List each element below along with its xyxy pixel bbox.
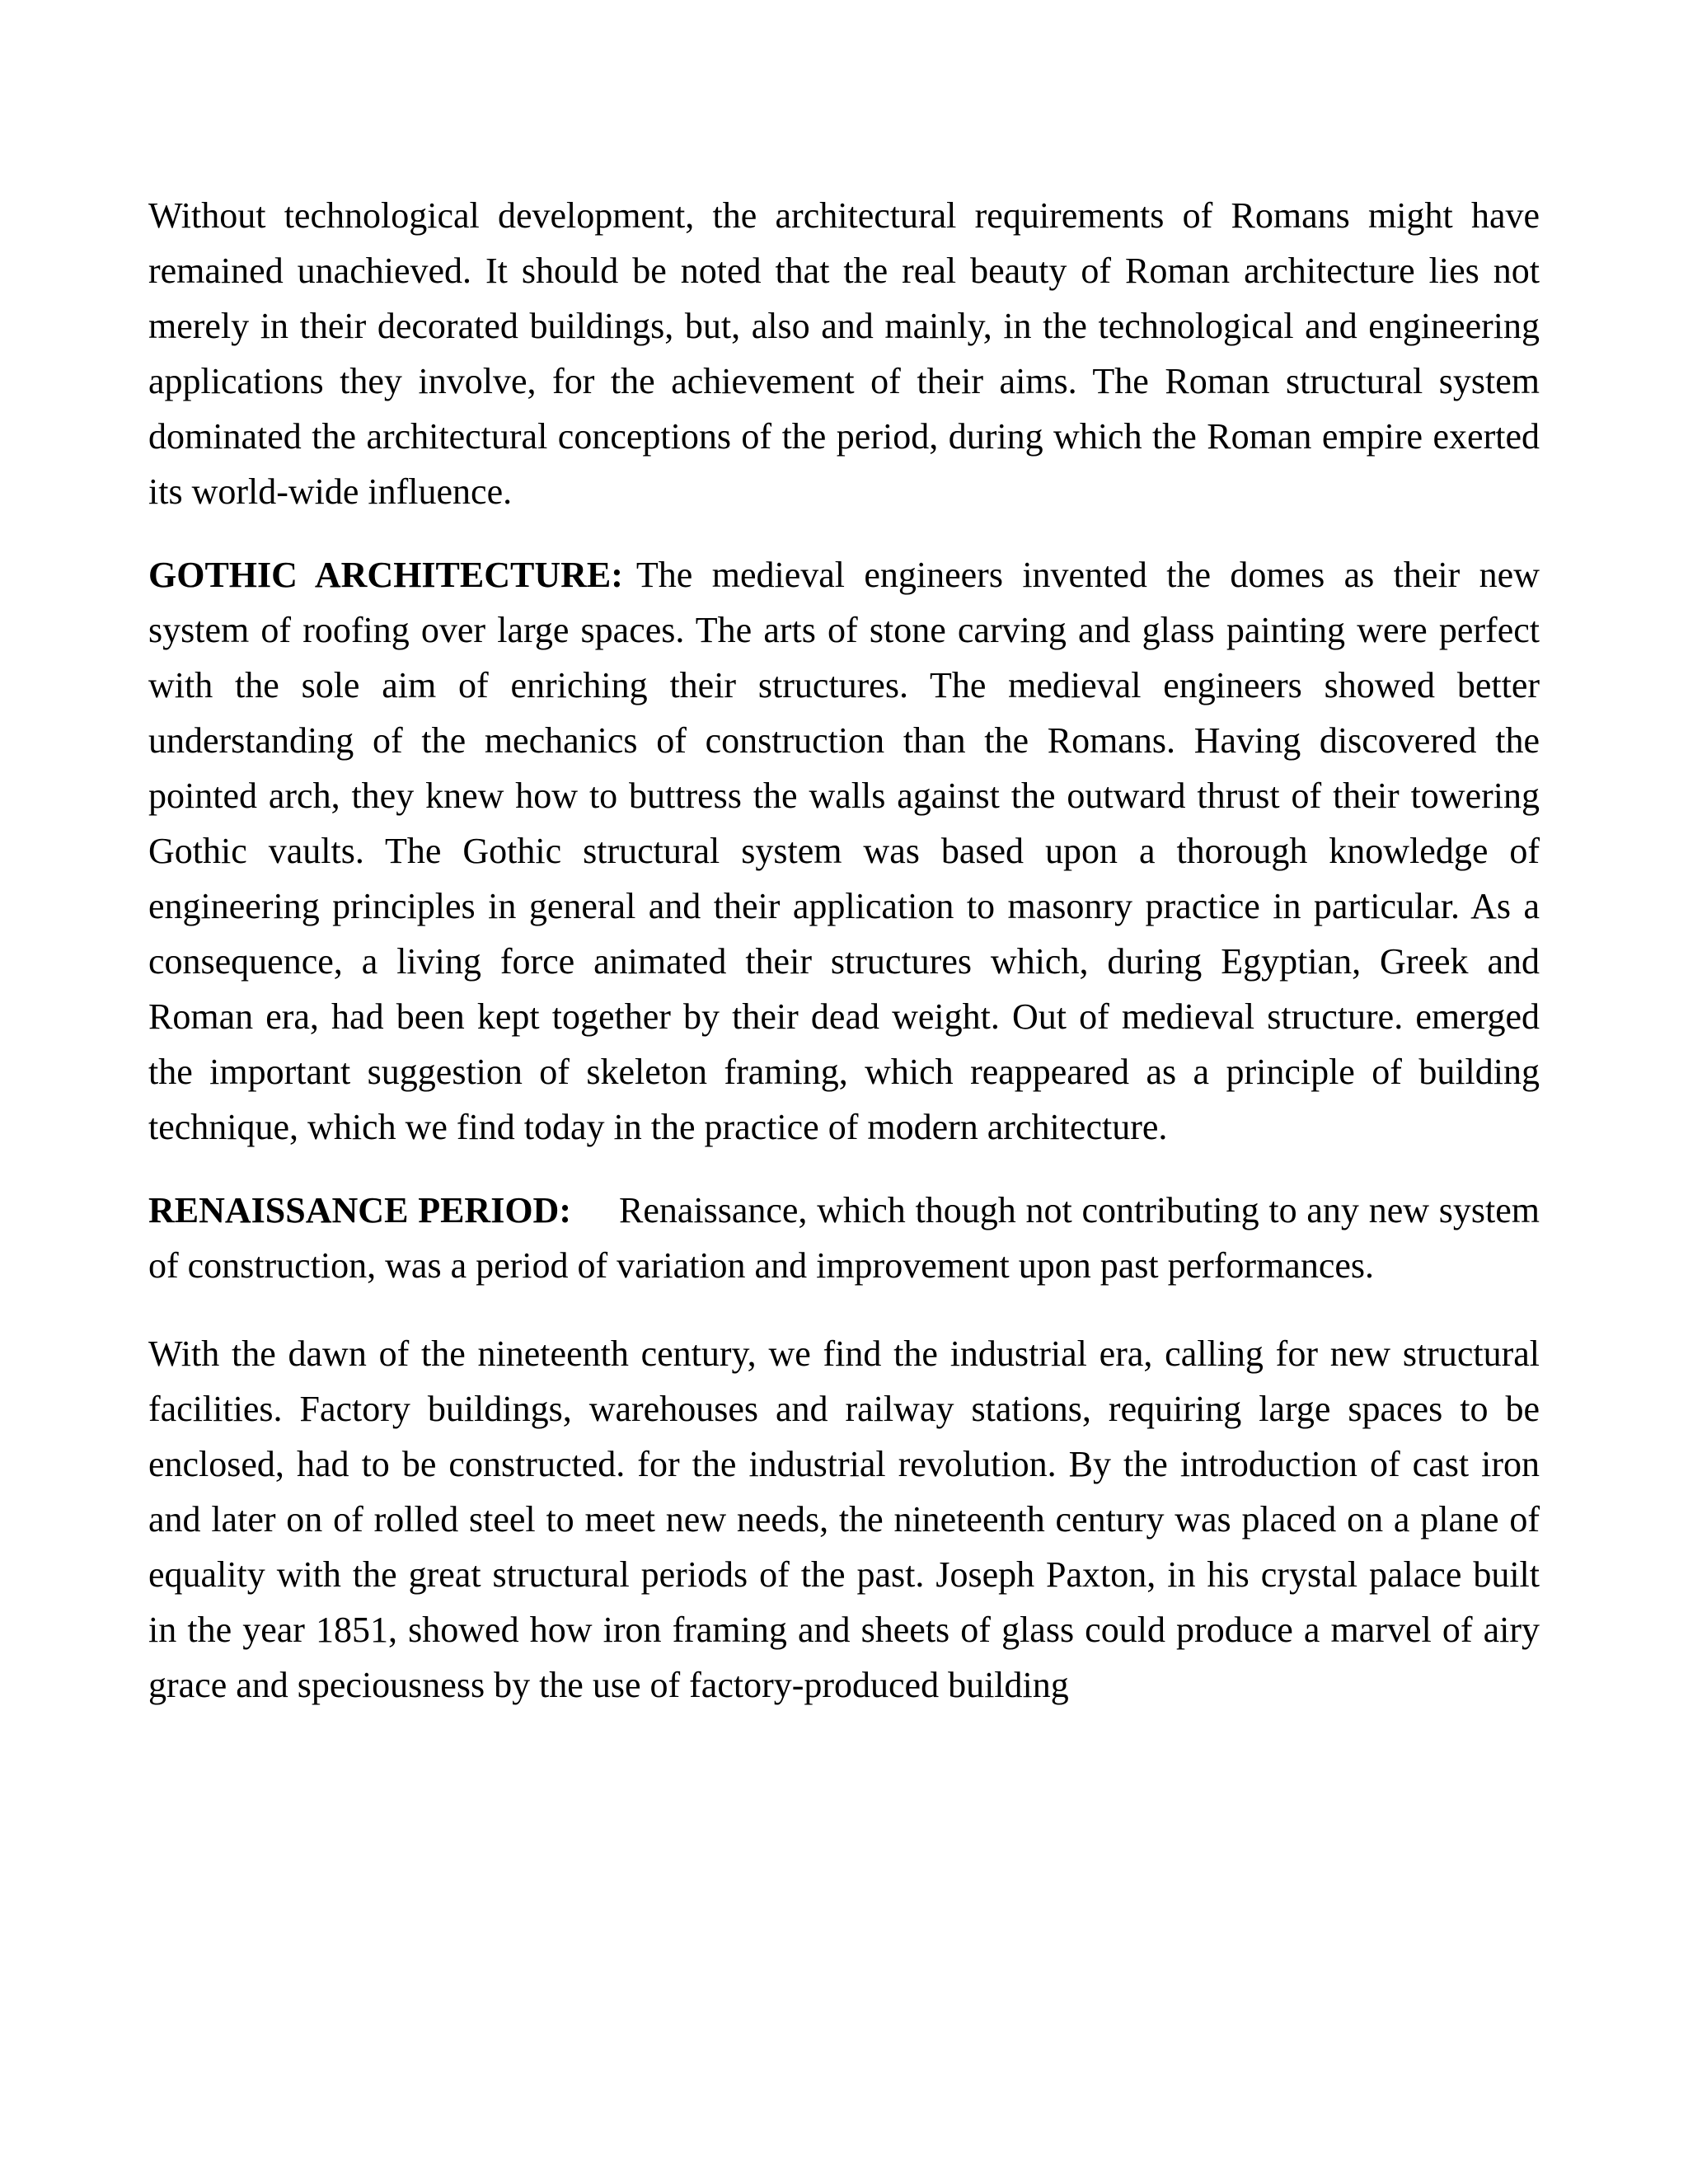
section-heading-renaissance-period: RENAISSANCE PERIOD: [148,1190,571,1230]
paragraph-body-text: Without technological development, the architectural requirements of Romans might have remained unachieved. It should be noted that the real beauty of Roman architecture lies not merely in their decorated buildings, but, also and mainly, in the technological and engineering applications they involve, for the achievement of their aims. The Roman structural system dominated the architectural conceptions of the period, during which the Roman empire exerted its world-wide influence. [148,195,1540,512]
paragraph-roman-architecture [148,188,1540,519]
paragraph-renaissance-period [148,1183,1540,1293]
paragraph-body-text: With the dawn of the nineteenth century, we find the industrial era, calling for new structural facilities. Factory buildings, warehouses and railway stations, requiring large spaces to be enclosed, had to be constructed. for the industrial revolution. By the introduction of cast iron and later on of rolled steel to meet new needs, the nineteenth century was placed on a plane of equality with the great structural periods of the past. Joseph Paxton, in his crystal palace built in the year 1851, showed how iron framing and sheets of glass could produce a marvel of airy grace and speciousness by the use of factory-produced building [148,1333,1540,1705]
paragraph-body-text: The medieval engineers invented the domes as their new system of roofing over large spaces. The arts of stone carving and glass painting were perfect with the sole aim of enriching their structures. The medieval engineers showed better understanding of the mechanics of construction than the Romans. Having discovered the pointed arch, they knew how to buttress the walls against the outward thrust of their towering Gothic vaults. The Gothic structural system was based upon a thorough knowledge of engineering principles in general and their application to masonry practice in particular. As a consequence, a living force animated their structures which, during Egyptian, Greek and Roman era, had been kept together by their dead weight. Out of medieval structure. emerged the important suggestion of skeleton framing, which reappeared as a principle of building technique, which we find today in the practice of modern architecture. [148,555,1540,1147]
section-heading-gothic-architecture: GOTHIC ARCHITECTURE: [148,555,623,595]
paragraph-gothic-architecture [148,547,1540,1155]
text-column [148,188,1540,1713]
paragraph-industrial-era [148,1326,1540,1713]
paragraph-body-text: Renaissance, which though not contributing to any new system of construction, was a period of variation and improvement upon past performances. [148,1190,1540,1286]
